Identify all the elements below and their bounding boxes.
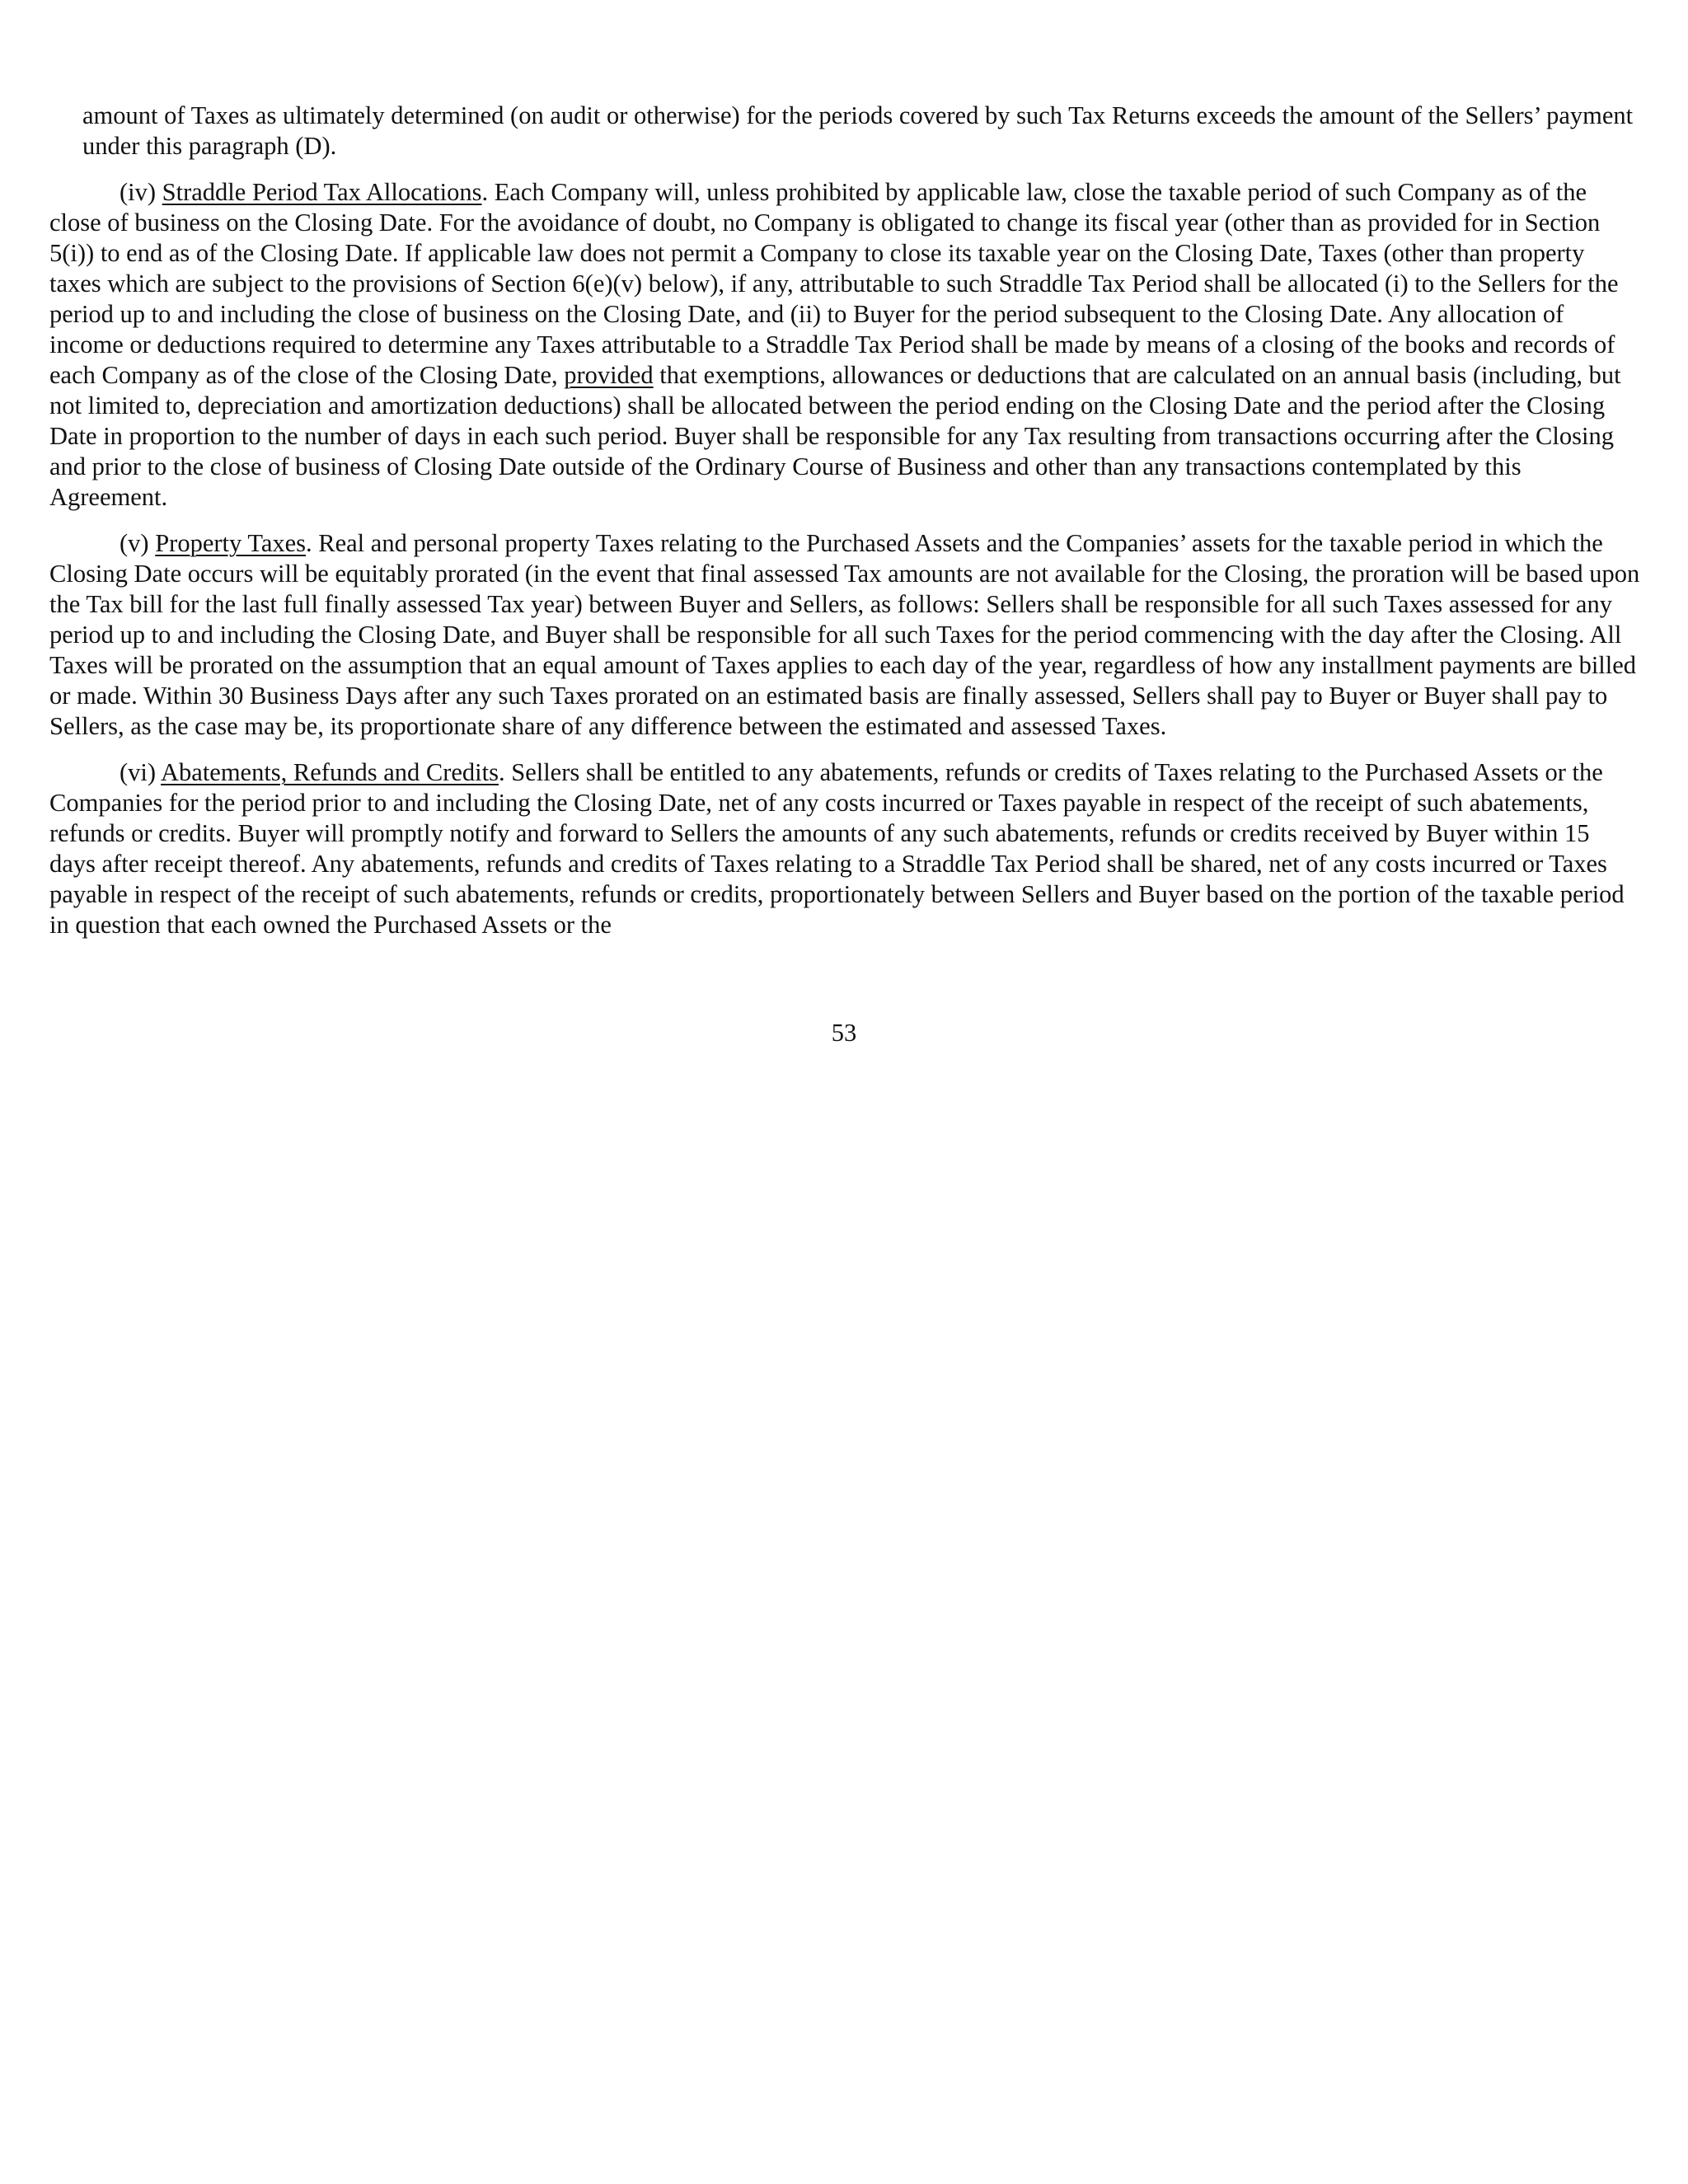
section-heading: Property Taxes [155, 529, 307, 557]
paragraph-number: (iv) [120, 178, 157, 206]
section-heading: Abatements, Refunds and Credits [161, 758, 499, 786]
paragraph-abatements [49, 757, 1640, 940]
paragraph-text: . Each Company will, unless prohibited by applicable law, close the taxable period of such Company as of the close of business on the Closing Date. For the avoidance of doubt, no Company is obligated to change its fiscal year (other than as provided for in Section 5(i)) to end as of the Closing Date. If applicable law does not permit a Company to close its taxable year on the Closing Date, Taxes (other than property taxes which are subject to the provisions of Section 6(e)(v) below), if any, attributable to such Straddle Tax Period shall be allocated (i) to the Sellers for the period up to and including the close of business on the Closing Date, and (ii) to Buyer for the period subsequent to the Closing Date. Any allocation of income or deductions required to determine any Taxes attributable to a Straddle Tax Period shall be made by means of a closing of the books and records of each Company as of the close of the Closing Date, [49, 178, 1619, 389]
paragraph-property-taxes [49, 528, 1640, 742]
document-page [49, 101, 1640, 956]
paragraph-continuation: amount of Taxes as ultimately determined (on audit or otherwise) for the periods covered by such Tax Returns exceeds the amount of the Sellers’ payment under this paragraph (D). [82, 101, 1634, 160]
paragraph-text: . Real and personal property Taxes relating to the Purchased Assets and the Companies’ assets for the taxable period in which the Closing Date occurs will be equitably prorated (in the event that final assessed Tax amounts are not available for the Closing, the proration will be based upon the Tax bill for the last full finally assessed Tax year) between Buyer and Sellers, as follows: Sellers shall be responsible for all such Taxes assessed for any period up to and including the Closing Date, and Buyer shall be responsible for all such Taxes for the period commencing with the day after the Closing. All Taxes will be prorated on the assumption that an equal amount of Taxes applies to each day of the year, regardless of how any installment payments are billed or made. Within 30 Business Days after any such Taxes prorated on an estimated basis are finally assessed, Sellers shall pay to Buyer or Buyer shall pay to Sellers, as the case may be, its proportionate share of any difference between the estimated and assessed Taxes. [49, 529, 1640, 740]
paragraph-straddle-period [49, 177, 1640, 513]
paragraph-text: that exemptions, allowances or deductions that are calculated on an annual basis (including, but not limited to, depreciation and amortization deductions) shall be allocated between the period ending on the Closing Date and the period after the Closing Date in proportion to the number of days in each such period. Buyer shall be responsible for any Tax resulting from transactions occurring after the Closing and prior to the close of business of Closing Date outside of the Ordinary Course of Business and other than any transactions contemplated by this Agreement. [49, 361, 1621, 511]
provided-term: provided [564, 361, 654, 389]
paragraph-text: . Sellers shall be entitled to any abatements, refunds or credits of Taxes relating to the Purchased Assets or the Companies for the period prior to and including the Closing Date, net of any costs incurred or Taxes payable in respect of the receipt of such abatements, refunds or credits. Buyer will promptly notify and forward to Sellers the amounts of any such abatements, refunds or credits received by Buyer within 15 days after receipt thereof. Any abatements, refunds and credits of Taxes relating to a Straddle Tax Period shall be shared, net of any costs incurred or Taxes payable in respect of the receipt of such abatements, refunds or credits, proportionately between Sellers and Buyer based on the portion of the taxable period in question that each owned the Purchased Assets or the [49, 758, 1625, 939]
page-number: 53 [831, 1019, 857, 1047]
paragraph-number: (v) [120, 529, 149, 557]
paragraph-number: (vi) [120, 758, 157, 786]
section-heading: Straddle Period Tax Allocations [162, 178, 482, 206]
